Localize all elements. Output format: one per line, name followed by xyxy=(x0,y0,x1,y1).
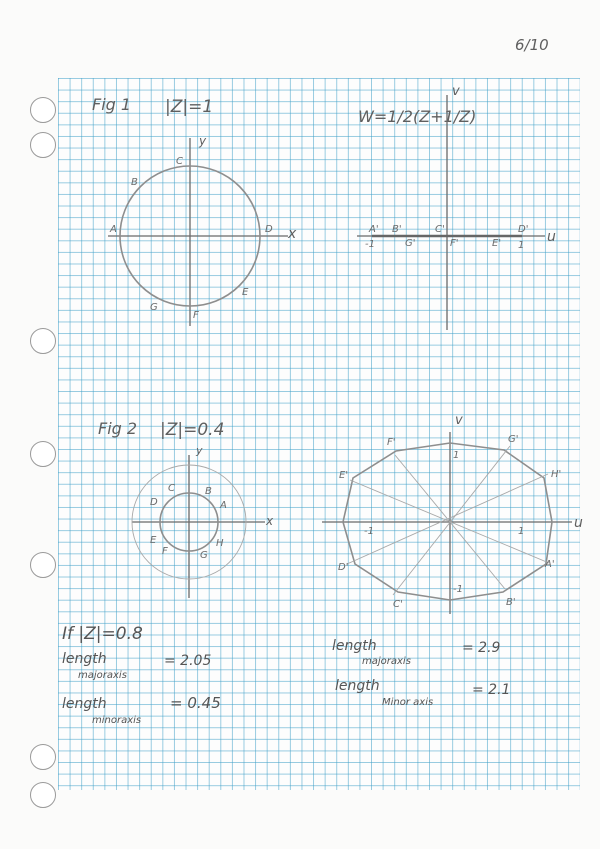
note-right-minor-label: length xyxy=(335,678,380,694)
fig2-point-h: H xyxy=(216,538,224,549)
fig1-point-g: G xyxy=(150,302,158,313)
fig2-title: Fig 2 xyxy=(98,419,138,438)
ellipse-point-c: C' xyxy=(393,599,403,610)
mapping-formula: W=1/2(Z+1/Z) xyxy=(358,107,477,126)
fig2-point-a: A xyxy=(220,500,227,511)
note-left-major-value: = 2.05 xyxy=(164,653,212,669)
ellipse-point-b: B' xyxy=(506,597,516,608)
ellipse-u-label: u xyxy=(574,515,583,531)
fig1-x-label: x xyxy=(288,226,297,242)
ellipse-point-e: E' xyxy=(339,470,349,481)
mapping-tick-neg: -1 xyxy=(365,239,375,250)
fig2-point-f: F xyxy=(162,546,168,557)
page-number: 6/10 xyxy=(515,36,549,54)
fig2-condition: |Z|=0.4 xyxy=(160,420,225,440)
mapping-point-a: A' xyxy=(369,224,379,235)
fig2-point-g: G xyxy=(200,550,208,561)
ellipse-point-h: H' xyxy=(551,469,562,480)
mapping-point-b: B' xyxy=(392,224,402,235)
fig1-title: Fig 1 xyxy=(92,95,132,114)
mapping-point-d: D' xyxy=(518,224,529,235)
fig2-x-label: x xyxy=(266,514,274,528)
ellipse-point-d: D' xyxy=(338,562,349,573)
ellipse-tick-u-pos: 1 xyxy=(518,526,525,537)
note-right-major-value: = 2.9 xyxy=(462,640,501,656)
mapping-point-g: G' xyxy=(405,238,416,249)
fig2-point-d: D xyxy=(150,497,158,508)
note-condition: If |Z|=0.8 xyxy=(62,624,143,644)
note-left-major-label: length xyxy=(62,651,107,667)
mapping-point-f: F' xyxy=(450,238,459,249)
fig1-point-f: F xyxy=(193,310,199,321)
mapping-point-e: E' xyxy=(492,238,502,249)
fig1-condition: |Z|=1 xyxy=(165,97,214,117)
ellipse-point-a: A' xyxy=(545,559,555,570)
mapping-u-label: u xyxy=(547,229,556,245)
note-right-minor-sub: Minor axis xyxy=(382,697,434,708)
note-left-minor-label: length xyxy=(62,696,107,712)
ellipse-point-g: G' xyxy=(508,434,519,445)
ellipse-tick-v-pos: 1 xyxy=(453,450,460,461)
mapping-tick-pos: 1 xyxy=(518,240,525,251)
fig1-point-e: E xyxy=(242,287,249,298)
fig2-point-e: E xyxy=(150,535,157,546)
note-right-major-label: length xyxy=(332,638,377,654)
ellipse-tick-v-neg: -1 xyxy=(453,584,463,595)
mapping-v-label: v xyxy=(452,84,460,99)
fig1-point-b: B xyxy=(131,177,138,188)
fig2-y-label: y xyxy=(196,444,203,457)
ellipse-radial-lines xyxy=(347,446,549,595)
ellipse-v-label: v xyxy=(455,413,463,428)
note-left-major-sub: majoraxis xyxy=(78,670,127,681)
fig1-point-a: A xyxy=(110,224,117,235)
ellipse-tick-u-neg: -1 xyxy=(364,526,374,537)
ellipse-point-f: F' xyxy=(387,437,396,448)
fig1-y-label: y xyxy=(199,134,207,148)
fig2-point-b: B xyxy=(205,486,212,497)
fig1-point-d: D xyxy=(265,224,273,235)
fig1-point-c: C xyxy=(176,156,183,167)
mapping-point-c: C' xyxy=(435,224,445,235)
note-left-minor-value: = 0.45 xyxy=(170,694,221,712)
note-right-minor-value: = 2.1 xyxy=(472,682,511,698)
note-right-major-sub: majoraxis xyxy=(362,656,411,667)
note-left-minor-sub: minoraxis xyxy=(92,715,142,726)
fig2-point-c: C xyxy=(168,483,175,494)
